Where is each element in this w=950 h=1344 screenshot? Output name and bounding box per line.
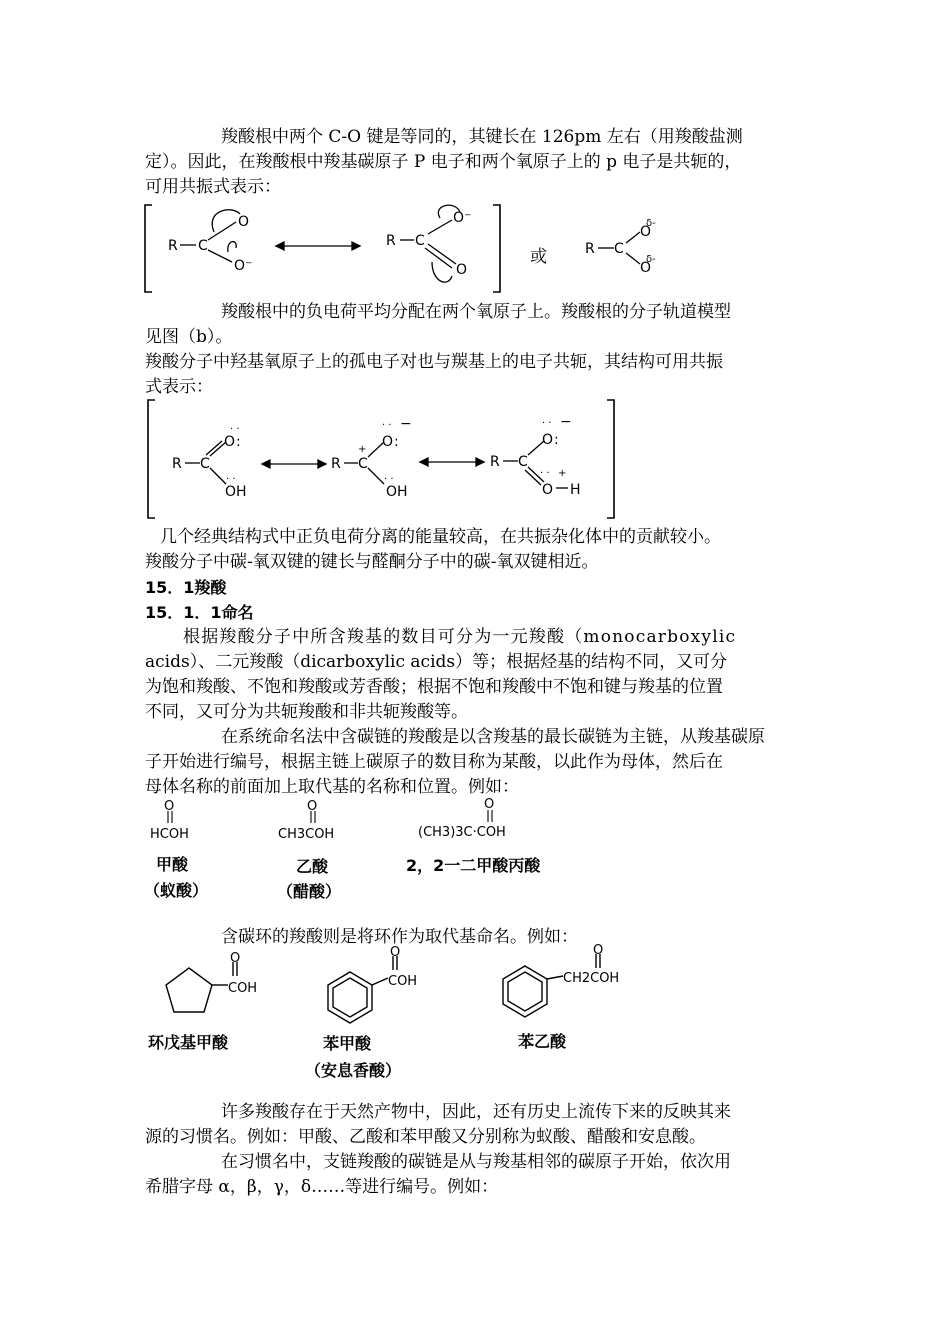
scheme2-colon-a: : xyxy=(236,434,241,450)
section-heading-nomenclature: 15．1．1命名 xyxy=(145,603,254,622)
scheme2-colon-b: : xyxy=(394,434,399,450)
svg-text:· ·: · · xyxy=(384,474,394,485)
acetic-acid-common-name: （醋酸） xyxy=(277,882,342,901)
scheme2-o2-c: O xyxy=(542,482,554,498)
paragraph-common-names-line1: 许多羧酸存在于天然产物中，因此，还有历史上流传下来的反映其来 xyxy=(221,1102,731,1122)
scheme1-or-label: 或 xyxy=(530,247,547,267)
cp-cooh: COH xyxy=(228,981,258,996)
section-heading-carboxylic-acids: 15．1羧酸 xyxy=(145,578,227,597)
scheme2-oh-b: OH xyxy=(386,484,408,500)
scheme1-r-c: R xyxy=(585,241,595,257)
acetic-o: O xyxy=(307,799,318,814)
scheme2-o-a: O xyxy=(224,434,236,450)
cyclopentanecarboxylic-acid-name: 环戊基甲酸 xyxy=(148,1033,229,1052)
scheme1-o-top-a: O xyxy=(238,214,250,230)
scheme1-ominus-top-b: O⁻ xyxy=(453,210,472,226)
scheme2-plus-b: + xyxy=(358,444,367,455)
paragraph-charge-distribution-line1: 羧酸根中的负电荷平均分配在两个氧原子上。羧酸根的分子轨道模型 xyxy=(221,302,731,322)
paragraph-carboxylate-bonds-line1: 羧酸根中两个 C-O 键是等同的，其键长在 126pm 左右（用羧酸盐测 xyxy=(221,127,743,147)
formic-acid-common-name: （蚁酸） xyxy=(144,881,209,900)
paragraph-systematic-naming-line3: 母体名称的前面加上取代基的名称和位置。例如： xyxy=(145,777,519,797)
phenylacetic-acid-name: 苯乙酸 xyxy=(518,1032,567,1051)
formic-formula: HCOH xyxy=(150,827,189,842)
dimethylpropanoic-acid-name: 2，2一二甲酸丙酸 xyxy=(406,856,541,875)
scheme1-r-b: R xyxy=(386,233,396,249)
paragraph-systematic-naming-line1: 在系统命名法中含碳链的羧酸是以含羧基的最长碳链为主链，从羧基碳原 xyxy=(221,727,765,747)
bz-o: O xyxy=(390,945,401,960)
acetic-acid-name: 乙酸 xyxy=(296,857,329,876)
scheme1-o-bottom-b: O xyxy=(456,262,468,278)
cyclopentane-ring xyxy=(166,968,212,1012)
scheme2-r-c: R xyxy=(490,454,500,470)
scheme2-minus-b: − xyxy=(400,416,412,432)
scheme2-o-b: O xyxy=(382,434,394,450)
paragraph-greek-numbering-line1: 在习惯名中，支链羧酸的碳链是从与羧基相邻的碳原子开始，依次用 xyxy=(221,1152,731,1172)
scheme1-ominus-bottom-a: O⁻ xyxy=(234,258,253,274)
dimethyl-formula: (CH3)3C·COH xyxy=(418,825,506,840)
scheme2-oh-a: OH xyxy=(225,484,247,500)
svg-text:· ·: · · xyxy=(542,418,552,429)
scheme1-r-a: R xyxy=(168,238,178,254)
bz-cooh: COH xyxy=(388,974,418,989)
svg-text:· ·: · · xyxy=(226,474,236,485)
benzoic-acid-common-name: （安息香酸） xyxy=(305,1061,402,1080)
paragraph-carboxylate-bonds-line2: 定）。因此，在羧酸根中羧基碳原子 P 电子和两个氧原子上的 p 电子是共轭的， xyxy=(145,152,742,172)
paragraph-charge-separation: 几个经典结构式中正负电荷分离的能量较高，在共振杂化体中的贡献较小。 xyxy=(160,527,721,547)
svg-text:· ·: · · xyxy=(540,468,550,479)
paragraph-charge-distribution-line2: 见图（b）。 xyxy=(145,327,233,347)
scheme1-delta-top: δ- xyxy=(646,218,656,229)
scheme2-c-a: C xyxy=(200,456,210,472)
scheme2-c-b: C xyxy=(358,456,368,472)
paragraph-bond-length: 羧酸分子中碳-氧双键的键长与醛酮分子中的碳-氧双键相近。 xyxy=(145,552,599,572)
scheme1-o-top-c: O xyxy=(640,224,652,240)
scheme1-c-b: C xyxy=(415,233,425,249)
svg-text:· ·: · · xyxy=(230,424,240,435)
scheme1-c-c: C xyxy=(614,241,624,257)
paragraph-carboxylate-bonds-line3: 可用共振式表示： xyxy=(145,177,281,197)
paragraph-ring-naming: 含碳环的羧酸则是将环作为取代基命名。例如： xyxy=(221,927,578,947)
paragraph-classification-line4: 不同，又可分为共轭羧酸和非共轭羧酸等。 xyxy=(145,702,468,722)
paragraph-hydroxyl-conjugation-line1: 羧酸分子中羟基氧原子上的孤电子对也与羰基上的电子共轭，其结构可用共振 xyxy=(145,352,723,372)
formic-o: O xyxy=(164,799,175,814)
scheme2-r-a: R xyxy=(172,456,182,472)
scheme2-r-b: R xyxy=(331,456,341,472)
pa-o: O xyxy=(593,943,604,958)
scheme1-c-a: C xyxy=(198,238,208,254)
scheme2-minus-c: − xyxy=(560,414,572,430)
scheme2-plus-c: + xyxy=(558,468,567,479)
acetic-formula: CH3COH xyxy=(278,827,335,842)
paragraph-systematic-naming-line2: 子开始进行编号，根据主链上碳原子的数目称为某酸，以此作为母体，然后在 xyxy=(145,752,723,772)
pa-ch2cooh: CH2COH xyxy=(563,971,620,986)
paragraph-greek-numbering-line2: 希腊字母 α，β，γ，δ……等进行编号。例如： xyxy=(145,1177,499,1197)
formic-acid-name: 甲酸 xyxy=(156,855,189,874)
paragraph-hydroxyl-conjugation-line2: 式表示： xyxy=(145,377,213,397)
scheme2-c-c: C xyxy=(518,454,528,470)
paragraph-classification-line3: 为饱和羧酸、不饱和羧酸或芳香酸；根据不饱和羧酸中不饱和键与羧基的位置 xyxy=(145,677,723,697)
paragraph-common-names-line2: 源的习惯名。例如：甲酸、乙酸和苯甲酸又分别称为蚁酸、醋酸和安息酸。 xyxy=(145,1127,706,1147)
scheme2-o-c: O xyxy=(542,432,554,448)
paragraph-classification-line2: acids）、二元羧酸（dicarboxylic acids）等；根据烃基的结构不同，又可分 xyxy=(145,652,728,672)
scheme2-colon-c: : xyxy=(554,432,559,448)
scheme2-h-c: H xyxy=(570,482,581,498)
benzene-ring-benzoic xyxy=(328,972,372,1023)
scheme1-delta-bottom: δ- xyxy=(646,254,656,265)
svg-text:· ·: · · xyxy=(382,420,392,431)
benzoic-acid-name: 苯甲酸 xyxy=(323,1034,372,1053)
benzene-ring-phenylacetic xyxy=(503,966,547,1017)
cp-o: O xyxy=(230,951,241,966)
paragraph-classification-line1: 根据羧酸分子中所含羧基的数目可分为一元羧酸（monocarboxylic xyxy=(183,627,737,647)
scheme1-o-bottom-c: O xyxy=(640,260,652,276)
dimethyl-o: O xyxy=(484,797,495,812)
